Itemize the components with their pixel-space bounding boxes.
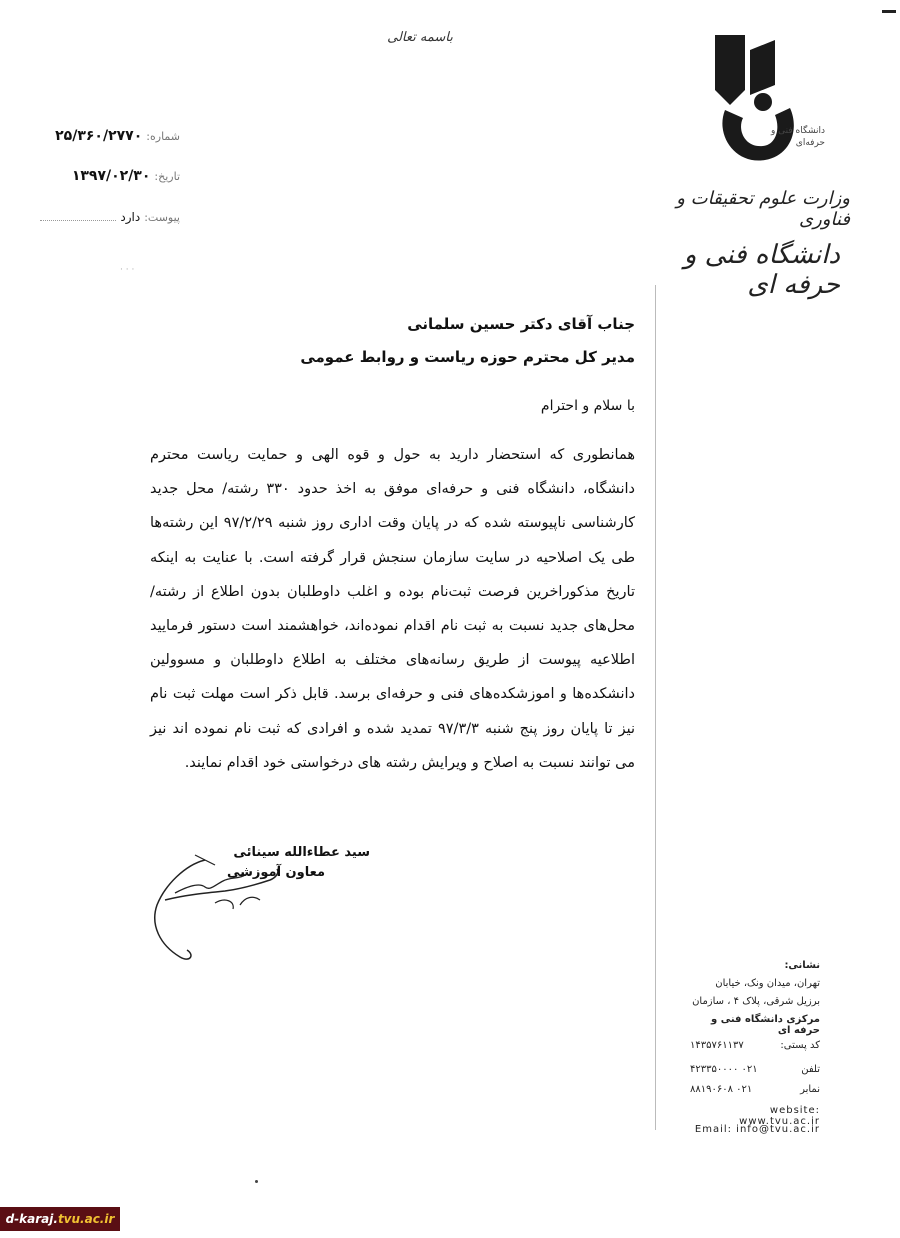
letter-attachment-value: دارد [120, 210, 141, 224]
scan-corner-mark [882, 10, 896, 13]
contact-address-label: نشانی: [784, 960, 820, 971]
ministry-title: وزارت علوم تحقیقات و فناوری [676, 188, 850, 230]
signatory-name: سید عطاءالله سینائی [233, 845, 370, 860]
contact-address-line1: تهران، میدان ونک، خیابان [715, 978, 820, 989]
addressee-title: مدیر کل محترم حوزه ریاست و روابط عمومی [300, 348, 635, 366]
contact-address-line2: برزیل شرقی، پلاک ۴ ، سازمان [692, 996, 820, 1007]
contact-phone-value: ۰۲۱ ۴۲۳۳۵۰۰۰۰ [690, 1064, 758, 1075]
attachment-dotted-line [40, 220, 116, 221]
letter-date-value: ۱۳۹۷/۰۲/۳۰ [71, 168, 151, 184]
contact-postal-label: کد پستی: [780, 1040, 820, 1051]
university-title: دانشگاه فنی و حرفه ای [683, 240, 840, 300]
letter-date-row [40, 168, 180, 190]
letter-attachment-label: پیوست: [144, 211, 180, 224]
handwritten-signature [145, 845, 315, 970]
footer-site-badge[interactable] [0, 1207, 120, 1231]
scan-dot [255, 1180, 258, 1183]
footer-badge-main: d-karaj. [5, 1212, 58, 1226]
tvu-logo-icon [705, 30, 815, 170]
letter-number-row [40, 128, 180, 150]
contact-postal-value: ۱۴۳۵۷۶۱۱۳۷ [690, 1040, 744, 1051]
logo-caption: دانشگاه فنی و حرفه‌ای [770, 126, 825, 148]
contact-address-line3: مرکزی دانشگاه فنی و حرفه ای [711, 1014, 820, 1036]
contact-phone-row [690, 1064, 820, 1075]
letter-number-label: شماره: [146, 130, 180, 143]
contact-website[interactable]: website: www.tvu.ac.ir [739, 1105, 820, 1127]
letter-date-label: تاریخ: [154, 170, 180, 183]
signatory-title: معاون آموزشی [226, 865, 325, 880]
letter-attachment-row [40, 210, 180, 232]
contact-fax-value: ۰۲۱ ۸۸۱۹۰۶۰۸ [690, 1084, 753, 1095]
contact-postal-row [690, 1040, 820, 1051]
contact-fax-label: نمابر [800, 1084, 820, 1095]
contact-fax-row [690, 1084, 820, 1095]
addressee-name: جناب آقای دکتر حسین سلمانی [407, 315, 635, 333]
letter-number-value: ۲۵/۳۶۰/۲۷۷۰ [55, 128, 143, 144]
letter-greeting: با سلام و احترام [540, 398, 635, 414]
contact-email[interactable]: Email: info@tvu.ac.ir [694, 1124, 820, 1135]
letterhead-divider [655, 285, 656, 1130]
bismillah-heading: باسمه تعالی [387, 30, 453, 45]
letter-body: همانطوری که استحضار دارید به حول و قوه الهی و حمایت ریاست محترم دانشگاه، دانشگاه فنی و حرفه‌ای موفق به اخذ حدود ۳۳۰ رشته/ محل جدید کارشناسی ناپیوسته شده که در پایان وقت اداری روز شنبه ۹۷/۲/۲۹ این رشته‌ها طی یک اصلاحیه در سایت سازمان سنجش قرار گرفته است. با عنایت به اینکه تاریخ مذکوراخرین فرصت ثبت‌نام بوده و اغلب داوطلبان بدون اطلاع از رشته/محل‌های جدید نسبت به ثبت نام اقدام نموده‌اند، خواهشمند است دستور فرمایید اطلاعیه پیوست از طریق رسانه‌های مختلف به اطلاع داوطلبان و مسوولین دانشکده‌ها و اموزشکده‌های فنی و حرفه‌ای برسد. قابل ذکر است مهلت ثبت نام نیز تا پایان روز پنج شنبه ۹۷/۳/۳ تمدید شده و افرادی که ثبت نام نموده اند نیز می توانند نسبت به اصلاح و ویرایش رشته های درخواستی خود اقدام نمایند. [150, 447, 636, 771]
footer-badge-accent: tvu.ac.ir [57, 1212, 115, 1226]
contact-phone-label: تلفن [801, 1064, 820, 1075]
scan-speck: · · · [120, 265, 135, 275]
